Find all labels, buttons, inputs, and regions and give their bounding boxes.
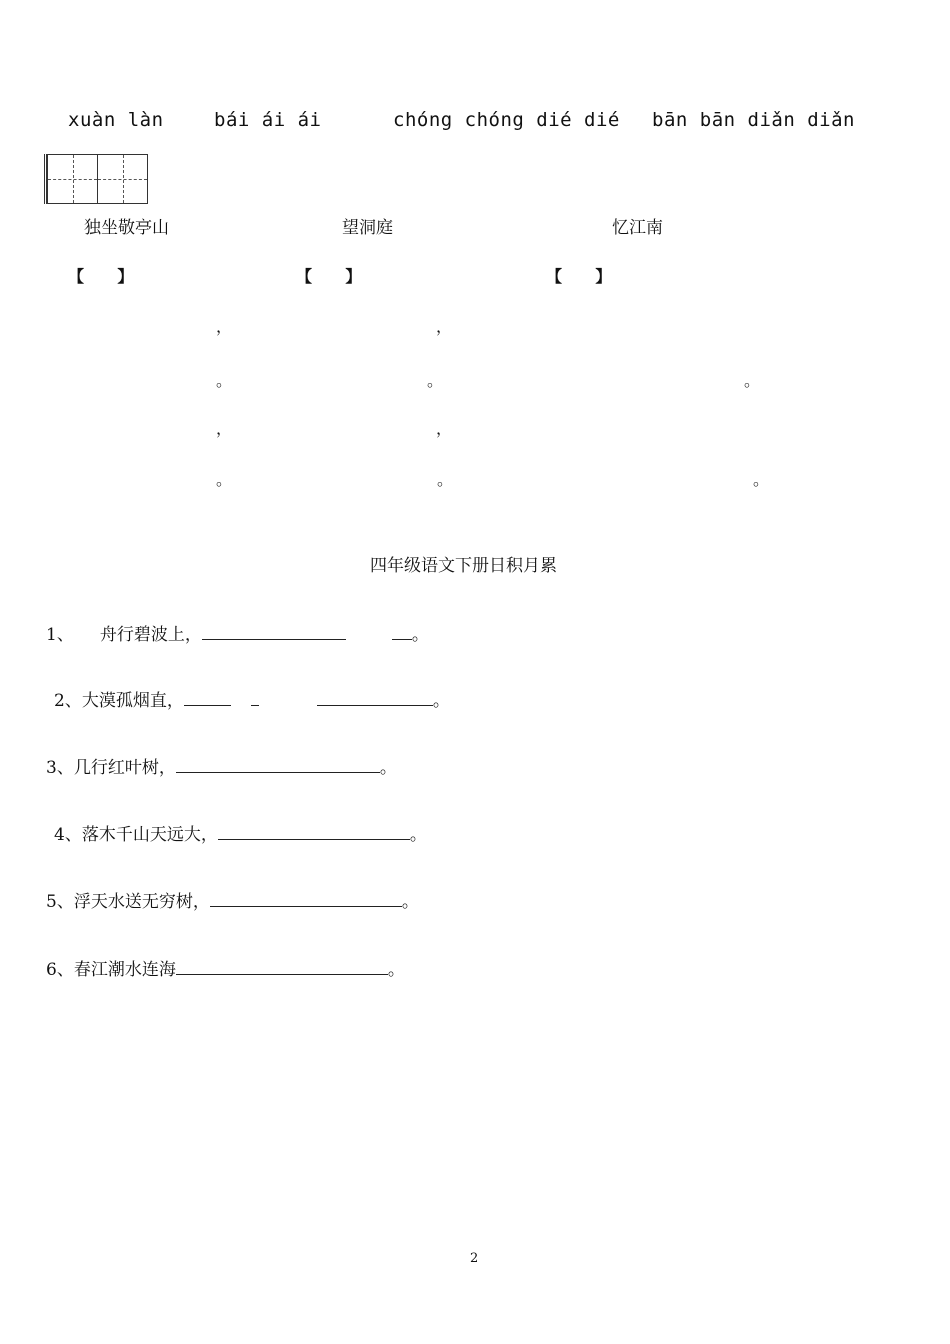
- poem-title-2: 望洞庭: [342, 218, 393, 238]
- question-text: 几行红叶树，: [73, 758, 176, 778]
- period-mark: 。: [216, 470, 233, 489]
- grid-cell[interactable]: [98, 154, 148, 204]
- question-3: [46, 753, 397, 778]
- grid-cell[interactable]: [47, 154, 98, 204]
- author-bracket-2[interactable]: 【 】: [296, 267, 362, 286]
- pinyin-4: bān bān diǎn diǎn: [652, 109, 855, 131]
- question-number: 3、: [46, 758, 74, 778]
- period-mark: 。: [216, 371, 233, 390]
- period-mark: 。: [427, 371, 444, 390]
- poem-title-3: 忆江南: [612, 218, 663, 238]
- question-text: 舟行碧波上，: [99, 625, 202, 645]
- section-title: 四年级语文下册日积月累: [370, 556, 557, 576]
- question-5: [46, 887, 419, 912]
- question-end: 。: [387, 960, 405, 980]
- question-text: 大漠孤烟直，: [81, 691, 184, 711]
- poem-title-1: 独坐敬亭山: [84, 218, 169, 238]
- answer-blank[interactable]: [317, 689, 433, 706]
- period-mark: 。: [437, 470, 454, 489]
- answer-blank[interactable]: [210, 890, 402, 907]
- question-text: 浮天水送无穷树，: [73, 892, 210, 912]
- question-end: 。: [379, 758, 397, 778]
- question-number: 2、: [54, 691, 82, 711]
- comma-mark: ，: [216, 317, 233, 336]
- author-bracket-3[interactable]: 【 】: [546, 267, 612, 286]
- answer-blank[interactable]: [251, 689, 259, 706]
- pinyin-1: xuàn làn: [68, 109, 164, 131]
- question-text: 春江潮水连海: [73, 960, 176, 980]
- period-mark: 。: [744, 371, 761, 390]
- author-bracket-1[interactable]: 【 】: [68, 267, 134, 286]
- question-number: 4、: [54, 825, 82, 845]
- question-2: [54, 686, 450, 711]
- question-end: 。: [411, 625, 429, 645]
- question-6: [46, 955, 405, 980]
- question-4: [54, 820, 427, 845]
- question-end: 。: [432, 691, 450, 711]
- answer-blank[interactable]: [218, 823, 410, 840]
- answer-blank[interactable]: [184, 689, 231, 706]
- question-number: 6、: [46, 960, 74, 980]
- writing-grid[interactable]: [44, 154, 149, 204]
- page-number: 2: [470, 1251, 479, 1266]
- question-number: 5、: [46, 892, 74, 912]
- question-end: 。: [401, 892, 419, 912]
- answer-blank[interactable]: [176, 958, 388, 975]
- answer-blank[interactable]: [176, 756, 380, 773]
- answer-blank[interactable]: [392, 623, 412, 640]
- question-number: 1、: [46, 625, 74, 645]
- pinyin-3: chóng chóng dié dié: [393, 109, 620, 131]
- question-text: 落木千山天远大，: [81, 825, 218, 845]
- question-1: [46, 620, 429, 645]
- question-end: 。: [409, 825, 427, 845]
- pinyin-2: bái ái ái: [214, 109, 322, 131]
- comma-mark: ，: [216, 419, 233, 438]
- answer-blank[interactable]: [202, 623, 346, 640]
- comma-mark: ，: [436, 419, 453, 438]
- period-mark: 。: [753, 470, 770, 489]
- comma-mark: ，: [436, 317, 453, 336]
